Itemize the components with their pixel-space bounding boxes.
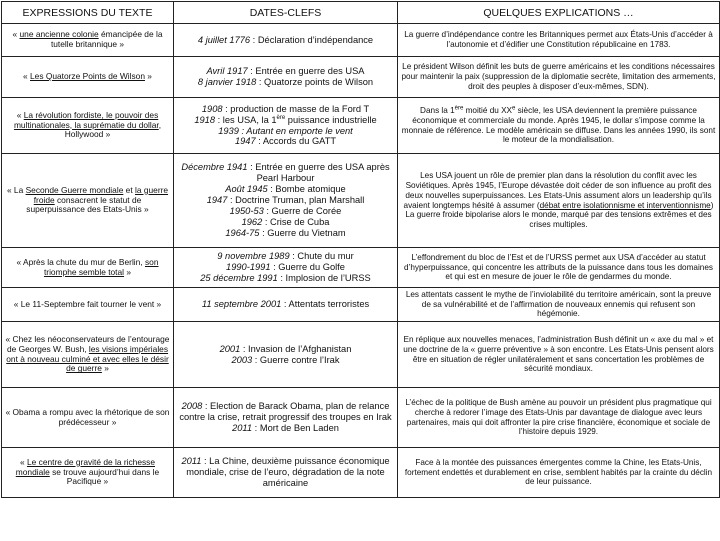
date-line	[177, 273, 394, 284]
explanation-cell	[398, 388, 720, 448]
underlined-term: Le centre de gravité de la richesse mondiale	[15, 456, 156, 477]
text-span: : Bombe atomique	[267, 184, 346, 195]
text-span: »	[144, 71, 152, 82]
text-span: : Guerre contre l’Irak	[252, 354, 340, 365]
table-row	[2, 322, 720, 388]
underlined-term: les visions impériales ont à nouveau culminé et avec elles le désir de guerre	[6, 343, 169, 374]
date-text: 1990-1991	[226, 262, 271, 273]
text-span: »	[124, 266, 132, 277]
dates-cell	[174, 388, 398, 448]
underlined-term: Les Quatorze Points de Wilson	[30, 71, 145, 82]
date-text: 2011	[232, 422, 253, 433]
text-span: L’échec de la politique de Bush amène au pouvoir un président plus pragmatique qui cherche à redorer l’image des Etats-Unis par davantage de dialogue avec leurs partenaires, mais qui doit affronter la pire crise financière, économique et sociale de l’histoire depuis 1929.	[405, 398, 712, 437]
text-span: «	[16, 109, 24, 120]
date-text: 25 décembre 1991	[200, 272, 278, 283]
date-line	[177, 251, 394, 262]
date-text: 1947	[234, 136, 256, 147]
explanation-cell	[398, 322, 720, 388]
text-span: : Election de Barack Obama, plan de relance contre la crise, retrait progressif des troupes en Irak	[179, 401, 392, 423]
underlined-term: la guerre froide	[33, 184, 169, 205]
text-span: : Accords du GATT	[255, 136, 337, 147]
text-span: : Doctrine Truman, plan Marshall	[227, 195, 365, 206]
text-span: , Hollywood »	[64, 119, 162, 140]
dates-cell	[174, 288, 398, 322]
header-row	[2, 2, 720, 24]
explanation-cell	[398, 154, 720, 248]
date-text: Décembre 1941	[181, 162, 248, 173]
text-span: «	[12, 29, 20, 40]
text-span: : Chute du mur	[289, 251, 354, 262]
text-span: : Entrée en guerre des USA	[247, 66, 365, 77]
table-row	[2, 388, 720, 448]
superscript: e	[512, 105, 516, 112]
date-line	[177, 228, 394, 239]
text-span: : Entrée en guerre des USA après Pearl Harbour	[247, 162, 390, 184]
date-text: 4 juillet 1776	[197, 34, 251, 45]
date-line	[177, 299, 394, 310]
text-span: « Le 11-Septembre fait tourner le vent »	[13, 298, 162, 309]
dates-cell	[174, 448, 398, 498]
text-span: En réplique aux nouvelles menaces, l’administration Bush définit un « axe du mal » et une doctrine de la « guerre préventive » à son encontre. Les Etats-Unis pensent alors être en situation de régler unilatéralement et sans concertation les problèmes de sécurité mondiaux.	[403, 335, 714, 374]
header-expressions: EXPRESSIONS DU TEXTE	[2, 2, 174, 24]
text-span: Le président Wilson définit les buts de guerre américains et les conditions nécessaires pour maintenir la paix (suppression de la diplomatie secrète, limitation des armements, droit des peuples à disposer d’eux-mêmes, SDN).	[401, 62, 716, 91]
date-line	[177, 115, 394, 126]
date-text: 1939 : Autant en emporte le vent	[218, 125, 353, 136]
date-line	[177, 77, 394, 88]
expression-cell	[2, 248, 174, 288]
text-span: : La Chine, deuxième puissance économique mondiale, crise de l’euro, dégradation de la note américaine	[186, 456, 390, 488]
text-span: Face à la montée des puissances émergentes comme la Chine, les Etats-Unis, fortement endettés et durablement en crise, semblent habités par la crainte du déclin de leur puissance.	[404, 457, 713, 487]
explanation-cell	[398, 57, 720, 98]
text-span: : Invasion de l’Afghanistan	[240, 343, 352, 354]
superscript: ère	[276, 114, 286, 121]
date-text: 1947	[206, 195, 228, 206]
text-span: »	[101, 363, 109, 374]
text-span: moitié du XX	[463, 106, 513, 116]
date-line	[177, 126, 394, 137]
expression-cell	[2, 24, 174, 57]
date-line	[177, 355, 394, 366]
text-span: consacrent le statut de superpuissance des Etats-Unis »	[26, 194, 149, 215]
date-text: 1918	[194, 114, 216, 125]
explanation-cell	[398, 288, 720, 322]
header-dates: DATES-CLEFS	[174, 2, 398, 24]
dates-cell	[174, 98, 398, 154]
date-text: 1962	[241, 216, 263, 227]
dates-cell	[174, 154, 398, 248]
date-line	[177, 184, 394, 195]
header-explanations: QUELQUES EXPLICATIONS …	[398, 2, 720, 24]
text-span: : Crise de Cuba	[262, 216, 330, 227]
dates-cell	[174, 57, 398, 98]
date-text: 11 septembre 2001	[201, 299, 282, 310]
table-row	[2, 98, 720, 154]
date-line	[177, 136, 394, 147]
dates-cell	[174, 24, 398, 57]
text-span: et	[123, 184, 135, 195]
table-row	[2, 154, 720, 248]
table-row	[2, 248, 720, 288]
text-span: Dans la 1	[420, 106, 455, 116]
underlined-term: Seconde Guerre mondiale	[25, 184, 124, 195]
date-line	[177, 217, 394, 228]
text-span: puissance industrielle	[285, 114, 377, 125]
text-span: : Mort de Ben Laden	[252, 422, 339, 433]
text-span: : Guerre du Golfe	[270, 262, 345, 273]
text-span: La guerre d’indépendance contre les Britanniques permet aux États-Unis d’accéder à l’autonomie et d’édifier une Constitution républicaine en 1783.	[404, 30, 713, 49]
table-row	[2, 448, 720, 498]
text-span: : Quatorze points de Wilson	[256, 77, 374, 87]
summary-table	[1, 1, 720, 498]
date-text: 2001	[219, 343, 241, 354]
text-span: ) La guerre froide bipolarise alors le monde, marqué par des tensions extrêmes et des crises multiples.	[405, 200, 714, 229]
table-row	[2, 288, 720, 322]
dates-cell	[174, 248, 398, 288]
text-span: «	[19, 456, 27, 467]
explanation-cell	[398, 448, 720, 498]
expression-cell	[2, 288, 174, 322]
date-line	[177, 456, 394, 489]
text-span: siècle, les USA deviennent la première puissance économique et commerciale du monde. Après 1945, le dollar s’impose comme la monnaie de référence. Le modèle américain se diffuse. Dans les années 1990, ils sont le moteur de la mondialisation.	[401, 106, 716, 145]
date-text: 2011	[181, 456, 202, 467]
explanation-cell	[398, 98, 720, 154]
date-text: Août 1945	[225, 184, 268, 195]
date-text: 9 novembre 1989	[217, 251, 290, 262]
text-span: Les attentats cassent le mythe de l’inviolabilité du territoire américain, sont la preuve de sa vulnérabilité et de l’affirmation de nouveaux ennemis qui refusent son hégémonie.	[405, 289, 712, 319]
underlined-term: La révolution fordiste, le pouvoir des multinationales, la suprématie du dollar	[13, 109, 159, 130]
date-line	[177, 104, 394, 115]
text-span: : Implosion de l’URSS	[277, 272, 371, 283]
date-text: 8 janvier 1918	[197, 77, 257, 87]
text-span: Les USA jouent un rôle de premier plan dans la résolution du conflit avec les Soviétiques. Après 1945, l’Europe dévastée doit céder de son influence au profit des deux nouvelles superpuissances. Les Etats-Unis assument alors un leadership qu’ils avaient longtemps hésité à assumer (	[403, 171, 712, 210]
date-line	[177, 401, 394, 423]
table-row	[2, 24, 720, 57]
expression-cell	[2, 448, 174, 498]
text-span: « Obama a rompu avec la rhétorique de son prédécesseur »	[5, 406, 170, 427]
date-line	[177, 195, 394, 206]
underlined-term: débat entre isolationnisme et interventionnisme	[539, 200, 711, 210]
text-span: : Déclaration d’indépendance	[250, 34, 374, 45]
expression-cell	[2, 98, 174, 154]
text-span: : les USA, la 1	[215, 114, 277, 125]
underlined-term: une ancienne colonie	[19, 29, 99, 40]
explanation-cell	[398, 24, 720, 57]
date-text: 2003	[231, 354, 253, 365]
date-text: Avril 1917	[206, 66, 248, 77]
text-span: émancipée de la tutelle britannique »	[50, 29, 163, 49]
date-line	[177, 262, 394, 273]
explanation-cell	[398, 248, 720, 288]
expression-cell	[2, 57, 174, 98]
expression-cell	[2, 322, 174, 388]
date-line	[177, 66, 394, 77]
text-span: L’effondrement du bloc de l’Est et de l’URSS permet aux USA d’accéder au statut d’hyperpuissance, qui concentre les attributs de la puissance dans tous les domaines et qui est en mesure de jouer le rôle de gendarmes du monde.	[403, 252, 714, 282]
date-line	[177, 162, 394, 184]
underlined-term: son triomphe semble total	[43, 256, 159, 277]
date-line	[177, 35, 394, 46]
text-span: «	[23, 71, 30, 82]
date-line	[177, 423, 394, 434]
expression-cell	[2, 388, 174, 448]
superscript: ère	[454, 105, 464, 112]
text-span: « Après la chute du mur de Berlin,	[16, 256, 145, 267]
text-span: « La	[6, 184, 26, 195]
date-text: 1950-53	[229, 205, 264, 216]
text-span: : Guerre du Vietnam	[259, 227, 346, 238]
text-span: : Attentats terroristes	[281, 299, 370, 310]
text-span: : Guerre de Corée	[263, 205, 342, 216]
text-span: « Chez les néoconservateurs de l’entourage de Georges W. Bush,	[5, 333, 170, 354]
text-span: se trouve aujourd’hui dans le Pacifique »	[49, 466, 160, 487]
table-row	[2, 57, 720, 98]
date-line	[177, 206, 394, 217]
date-text: 1964-75	[225, 227, 260, 238]
date-text: 2008	[181, 401, 203, 412]
date-line	[177, 344, 394, 355]
date-text: 1908	[201, 103, 223, 114]
dates-cell	[174, 322, 398, 388]
text-span: : production de masse de la Ford T	[222, 103, 370, 114]
expression-cell	[2, 154, 174, 248]
